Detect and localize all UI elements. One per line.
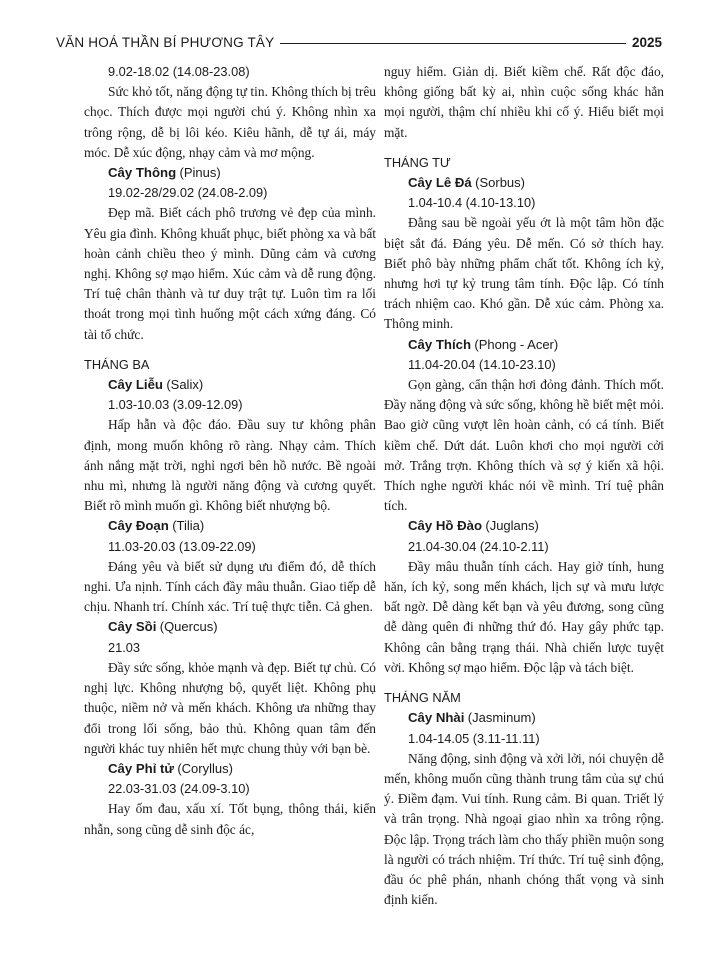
tree-name: Cây Liễu bbox=[108, 377, 163, 393]
entry-date: 1.03-10.03 (3.09-12.09) bbox=[108, 397, 243, 413]
left-column bbox=[84, 62, 376, 840]
tree-name: Cây Thích bbox=[408, 336, 472, 352]
entry-text: Hay ốm đau, xấu xí. Tốt bụng, thông thái, kiển nhẫn, song cũng dễ sinh độc ác, bbox=[84, 801, 376, 837]
tree-heading-lieu bbox=[84, 375, 376, 395]
entry-text: Đẹp mã. Biết cách phô trương vẻ đẹp của mình. Yêu gia đình. Không khuất phục, biết phòng xa và bất hoàn cảnh chiều theo ý mình. Dũng cảm và cương nghị. Không sợ mạo hiểm. Xúc cảm và dễ rung động. Trí tuệ chân thành và tư duy trật tự. Luôn tìm ra lối thoát trong mọi tình huống một cách xứng đáng. Có tài tổ chức. bbox=[84, 205, 376, 342]
entry-text-continued: nguy hiểm. Giản dị. Biết kiềm chế. Rất độc đáo, không giống bất kỳ ai, nhìn cuộc sống khác hẳn mọi người, thậm chí nhiều khi cố ý. Hiểu biết mọi mặt. bbox=[384, 64, 664, 140]
entry-date: 11.03-20.03 (13.09-22.09) bbox=[108, 538, 256, 554]
entry-date: 1.04-10.4 (4.10-13.10) bbox=[408, 195, 536, 211]
tree-heading-phi-tu bbox=[84, 759, 376, 779]
month-heading: THÁNG NĂM bbox=[384, 690, 461, 706]
tree-heading-doan bbox=[84, 516, 376, 536]
tree-name: Cây Lê Đá bbox=[408, 175, 472, 191]
tree-heading-thong bbox=[84, 163, 376, 183]
page-number: 2025 bbox=[631, 34, 662, 50]
tree-name: Cây Hồ Đào bbox=[408, 518, 483, 534]
right-column bbox=[384, 62, 664, 910]
tree-heading-nhai bbox=[384, 708, 664, 728]
tree-heading-ho-dao bbox=[384, 516, 664, 536]
tree-heading-thich bbox=[384, 335, 664, 355]
tree-name: Cây Nhài bbox=[408, 710, 465, 726]
tree-name: Cây Sồi bbox=[108, 619, 157, 635]
tree-heading-le-da bbox=[384, 173, 664, 193]
tree-latin: (Juglans) bbox=[485, 518, 539, 534]
tree-latin: (Phong - Acer) bbox=[474, 336, 559, 352]
tree-latin: (Pinus) bbox=[179, 165, 221, 181]
entry-date: 9.02-18.02 (14.08-23.08) bbox=[108, 64, 250, 79]
entry-text: Sức khỏ tốt, năng động tự tin. Không thích bị trêu chọc. Thích được mọi người chú ý. Không nhìn xa trông rộng, dễ bị lôi kéo. Kiêu hãnh, dễ tự ái, máy móc. Dễ xúc động, nhạy cảm và mơ mộng. bbox=[84, 84, 376, 160]
entry-text: Đầy mâu thuẫn tính cách. Hay giở tính, hung hăn, ích kỷ, song mến khách, lịch sự và mưu lược bất ngờ. Dễ dàng kết bạn và yêu đương, song cũng dễ dàng quên đi những thứ đó. Hay gây phức tạp. Không cân bằng trạng thái. Nhà chiến lược tuyệt vời. Không sợ mạo hiểm. Độc lập và tách biệt. bbox=[384, 558, 664, 675]
entry-date: 19.02-28/29.02 (24.08-2.09) bbox=[108, 185, 268, 201]
tree-latin: (Sorbus) bbox=[475, 175, 525, 191]
tree-name: Cây Thông bbox=[108, 165, 177, 181]
entry-date: 11.04-20.04 (14.10-23.10) bbox=[408, 356, 556, 372]
tree-name: Cây Đoạn bbox=[108, 518, 169, 534]
entry-date: 22.03-31.03 (24.09-3.10) bbox=[108, 781, 250, 797]
entry-text: Năng động, sinh động và xởi lởi, nói chuyện dễ mến, không muốn cũng thành trung tâm của sự chú ý. Điềm đạm. Vui tính. Rung cảm. Bi quan. Triết lý và trân trọng. Nhà ngoại giao nhìn xa trông rộng. Độc lập. Trọng trách làm cho thấy phiền muộn song là người có trách nhiệm. Trí thức. Trí tuệ sinh động, đầu óc phê phán, nhanh chóng thất vọng và sinh định kiến. bbox=[384, 750, 664, 908]
month-heading: THÁNG BA bbox=[84, 356, 150, 372]
tree-latin: (Salix) bbox=[166, 377, 204, 393]
entry-text: Đầy sức sống, khỏe mạnh và đẹp. Biết tự chủ. Có nghị lực. Không nhượng bộ, quyết liệt. Không phụ thuộc, niềm nở và mến khách. Không ưa những thay đổi trong lối sống, bảo thủ. Không quan tâm đến người khác tuy nhiên hết mực chung thủy với bạn bè. bbox=[84, 659, 376, 756]
running-header bbox=[56, 32, 662, 52]
entry-text: Đáng yêu và biết sử dụng ưu điểm đó, dễ thích nghi. Ưa nịnh. Tính cách đầy mâu thuẫn. Giao tiếp dễ chịu. Nhanh trí. Chính xác. Trí tuệ thực tiễn. Cả ghen. bbox=[84, 558, 376, 615]
tree-latin: (Coryllus) bbox=[177, 760, 233, 776]
entry-date: 21.03 bbox=[108, 639, 141, 655]
entry-date: 21.04-30.04 (24.10-2.11) bbox=[408, 538, 549, 554]
tree-latin: (Quercus) bbox=[159, 619, 218, 635]
month-heading: THÁNG TƯ bbox=[384, 154, 451, 170]
entry-text: Gọn gàng, cẩn thận hơi đỏng đảnh. Thích mốt. Đầy năng động và sức sống, không hề biết mệt mỏi. Bao giờ cũng vượt lên hoàn cảnh, có cá tính. Biết kiềm chế. Dứt dát. Luôn khơi cho mọi người cởi mở. Trắng trợn. Không thích và sợ ý kiến xã hội. Thích nghe người khác nói về mình. Trí tuệ phân tích. bbox=[384, 377, 664, 514]
entry-date: 1.04-14.05 (3.11-11.11) bbox=[408, 730, 540, 746]
tree-name: Cây Phỉ tử bbox=[108, 760, 174, 776]
tree-heading-soi bbox=[84, 617, 376, 637]
tree-latin: (Tilia) bbox=[172, 518, 205, 534]
tree-latin: (Jasminum) bbox=[467, 710, 536, 726]
running-title: VĂN HOÁ THẦN BÍ PHƯƠNG TÂY bbox=[56, 34, 275, 50]
entry-text: Đằng sau bề ngoài yếu ớt là một tâm hồn đặc biệt sắt đá. Đáng yêu. Dễ mến. Có sở thích hay. Biết phô bày những phẩm chất tốt. Không ích kỷ, nhưng hơi tự kỷ trung tâm tính. Độc lập. Có tính trách nhiệm cao. Khó gần. Dễ xúc cảm. Phòng xa. Thông minh. bbox=[384, 215, 664, 332]
entry-text: Hấp hẫn và độc đáo. Đầu suy tư không phân định, mong muốn không rõ ràng. Nhạy cảm. Thích ánh nắng mặt trời, nghỉ ngơi bên hồ nước. Bề ngoài nhu mì, nhưng là người năng động và cương quyết. Biết rõ mình muốn gì. Không biết nhượng bộ. bbox=[84, 417, 376, 514]
header-rule bbox=[280, 43, 626, 44]
